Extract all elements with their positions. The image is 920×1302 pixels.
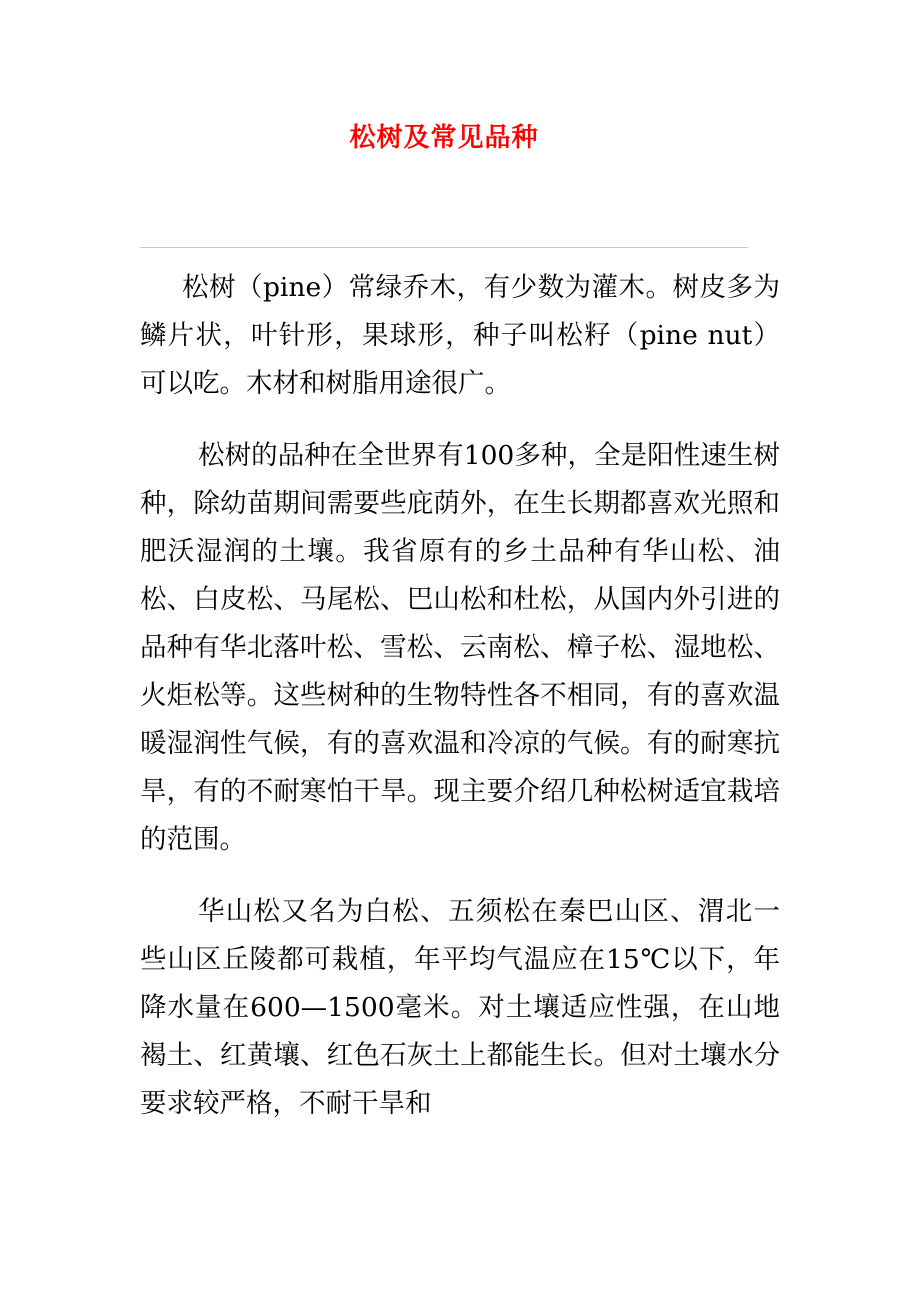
document-title: 松树及常见品种 bbox=[349, 123, 539, 153]
paragraph-huashan-pine: 华山松又名为白松、五须松在秦巴山区、渭北一些山区丘陵都可栽植，年平均气温应在15℃以下，年降水量在600—1500毫米。对土壤适应性强，在山地褐土、红黄壤、红色石灰土上都能生长。但对土壤水分要求较严格，不耐干旱和 bbox=[140, 896, 780, 1119]
document-body bbox=[140, 264, 780, 1152]
paragraph-pine-overview: 松树（pine）常绿乔木，有少数为灌木。树皮多为鳞片状，叶针形，果球形，种子叫松籽（pine nut）可以吃。木材和树脂用途很广。 bbox=[140, 272, 780, 399]
title-divider bbox=[140, 247, 748, 248]
paragraph-pine-varieties: 松树的品种在全世界有100多种，全是阳性速生树种，除幼苗期间需要些庇荫外，在生长期都喜欢光照和肥沃湿润的土壤。我省原有的乡土品种有华山松、油松、白皮松、马尾松、巴山松和杜松，从国内外引进的品种有华北落叶松、雪松、云南松、樟子松、湿地松、火炬松等。这些树种的生物特性各不相同，有的喜欢温暖湿润性气候，有的喜欢温和冷凉的气候。有的耐寒抗旱，有的不耐寒怕干旱。现主要介绍几种松树适宜栽培的范围。 bbox=[140, 440, 780, 855]
